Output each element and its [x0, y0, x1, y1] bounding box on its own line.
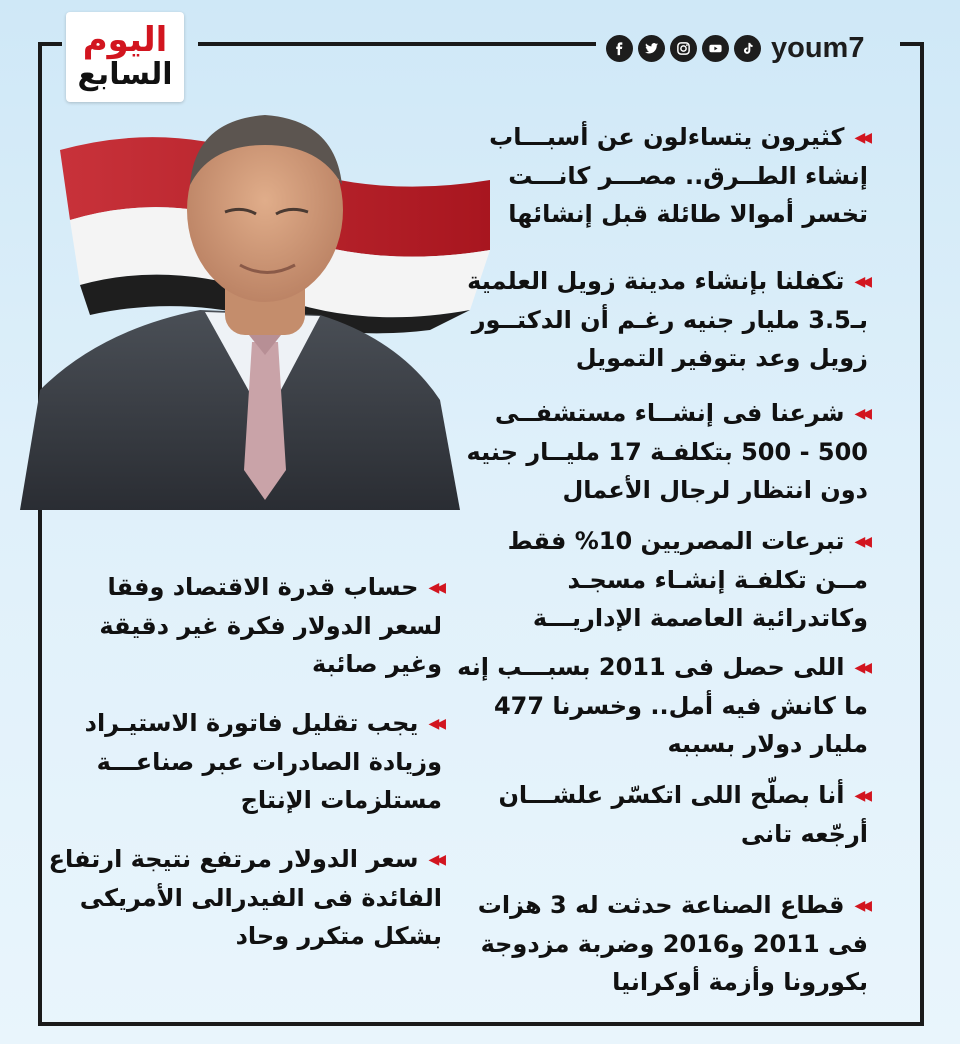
logo-line1: اليوم: [82, 20, 168, 60]
tiktok-icon[interactable]: [734, 35, 761, 62]
statement-text: أنا بصلّح اللى اتكسّر علشـــان أرجّعه تانى: [498, 781, 868, 848]
frame-bottom: [38, 1022, 924, 1026]
statement-right-1: [448, 118, 868, 233]
youm7-logo: [66, 12, 184, 102]
brand-name[interactable]: youm7: [771, 31, 865, 64]
statement-right-6: [448, 776, 868, 853]
statement-text: تكفلنا بإنشاء مدينة زويل العلمية بـ3.5 مليار جنيه رغـم أن الدكتــور زويل وعد بتوفير التمويل: [467, 267, 868, 372]
statement-right-5: [448, 648, 868, 763]
double-arrow-icon: ◀◀: [854, 274, 868, 290]
statement-text: تبرعات المصريين 10% فقط مــن تكلفـة إنشـاء مسجـد وكاتدرائية العاصمة الإداريـــة: [507, 527, 868, 632]
double-arrow-icon: ◀◀: [854, 898, 868, 914]
frame-right: [920, 42, 924, 1026]
statement-text: قطاع الصناعة حدثت له 3 هزات فى 2011 و2016 وضربة مزدوجة بكورونا وأزمة أوكرانيا: [477, 891, 868, 996]
facebook-icon[interactable]: [606, 35, 633, 62]
statement-text: حساب قدرة الاقتصاد وفقا لسعر الدولار فكرة غير دقيقة وغير صائبة: [99, 573, 442, 678]
portrait-illustration: [20, 90, 500, 510]
twitter-icon[interactable]: [638, 35, 665, 62]
statement-left-2: [42, 704, 442, 819]
double-arrow-icon: ◀◀: [428, 716, 442, 732]
statement-text: شرعنا فى إنشــاء مستشفــى 500 - 500 بتكلفـة 17 مليــار جنيه دون انتظار لرجال الأعمال: [466, 399, 868, 504]
statement-right-4: [448, 522, 868, 637]
double-arrow-icon: ◀◀: [854, 130, 868, 146]
social-bar: [606, 28, 896, 68]
statement-right-2: [448, 262, 868, 377]
statement-text: كثيرون يتساءلون عن أسبـــاب إنشاء الطــرق.. مصـــر كانـــت تخسر أموالا طائلة قبل إنشائها: [489, 123, 868, 228]
double-arrow-icon: ◀◀: [854, 660, 868, 676]
statement-right-7: [448, 886, 868, 1001]
double-arrow-icon: ◀◀: [854, 534, 868, 550]
youtube-icon[interactable]: [702, 35, 729, 62]
statement-left-1: [42, 568, 442, 683]
logo-line2: السابع: [77, 57, 173, 92]
statement-right-3: [448, 394, 868, 509]
double-arrow-icon: ◀◀: [428, 580, 442, 596]
double-arrow-icon: ◀◀: [854, 788, 868, 804]
statement-left-3: [42, 840, 442, 955]
statement-text: سعر الدولار مرتفع نتيجة ارتفاع الفائدة فى الفيدرالى الأمريكى بشكل متكرر وحاد: [48, 845, 442, 950]
statement-text: يجب تقليل فاتورة الاستيـراد وزيادة الصادرات عبر صناعـــة مستلزمات الإنتاج: [84, 709, 442, 814]
double-arrow-icon: ◀◀: [428, 852, 442, 868]
frame-top-mid: [198, 42, 596, 46]
double-arrow-icon: ◀◀: [854, 406, 868, 422]
statement-text: اللى حصل فى 2011 بسبـــب إنه ما كانش فيه أمل.. وخسرنا 477 مليار دولار بسببه: [457, 653, 868, 758]
instagram-icon[interactable]: [670, 35, 697, 62]
